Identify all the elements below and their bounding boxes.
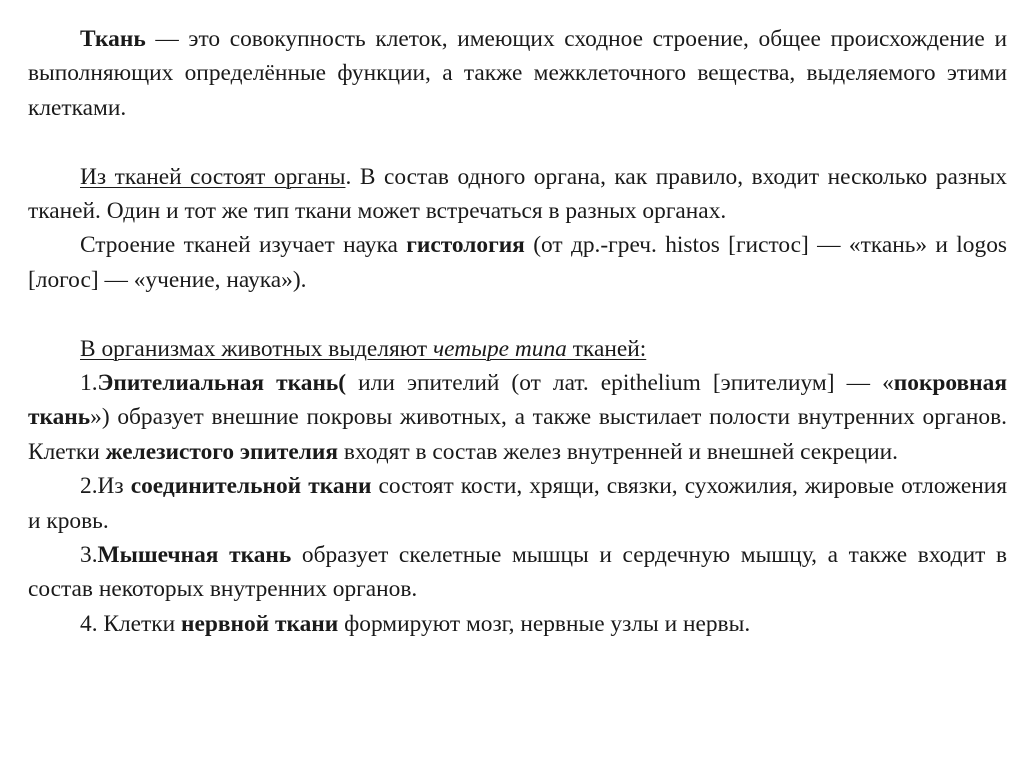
item-text: формируют мозг, нервные узлы и нервы. bbox=[338, 610, 751, 637]
list-item-nervous bbox=[28, 607, 1007, 641]
term-histology: гистология bbox=[406, 232, 525, 259]
organs-underlined-phrase: Из тканей состоят органы bbox=[80, 163, 346, 190]
paragraph-gap bbox=[28, 125, 1007, 159]
types-intro-paragraph bbox=[28, 332, 1007, 366]
item-text: входят в состав желез внутренней и внешней секреции. bbox=[338, 438, 898, 465]
item-text: ») образует внешние покровы животных, а также выстилает полости внутренних органов. Клетки bbox=[28, 404, 1007, 465]
term-covering-tissue: покровная ткань bbox=[28, 370, 1007, 431]
item-prefix: 1. bbox=[80, 370, 98, 397]
types-intro-underlined bbox=[80, 336, 646, 362]
term-tissue: Ткань bbox=[80, 26, 146, 52]
definition-text: — это совокупность клеток, имеющих сходное строение, общее происхождение и выполняющих определённые функции, а также межклеточного вещества, выделяемого этими клетками. bbox=[28, 26, 1007, 121]
types-intro-part2: тканей: bbox=[566, 335, 647, 362]
item-prefix: 2.Из bbox=[80, 473, 131, 500]
histology-text-after: (от др.-греч. histos [гистос] — «ткань» и logos [логос] — «учение, наука»). bbox=[28, 232, 1007, 293]
histology-paragraph bbox=[28, 228, 1007, 297]
list-item-epithelial bbox=[28, 366, 1007, 469]
term-nervous-tissue: нервной ткани bbox=[181, 610, 339, 637]
definition-paragraph bbox=[28, 22, 1007, 125]
histology-text-before: Строение тканей изучает наука bbox=[80, 232, 407, 259]
types-intro-part1: В организмах животных выделяют bbox=[80, 335, 433, 362]
list-item-muscle bbox=[28, 538, 1007, 607]
types-intro-italic: четыре типа bbox=[432, 335, 567, 362]
item-prefix: 3. bbox=[80, 542, 98, 569]
item-text: образует скелетные мышцы и сердечную мышцу, а также входит в состав некоторых внутренних органов. bbox=[28, 542, 1007, 603]
document-page bbox=[28, 22, 1007, 641]
item-prefix: 4. Клетки bbox=[80, 610, 181, 637]
item-text: или эпителий (от лат. epithelium [эпителиум] — « bbox=[346, 370, 894, 397]
term-muscle-tissue: Мышечная ткань bbox=[97, 542, 292, 569]
paragraph-gap bbox=[28, 297, 1007, 331]
item-text: состоят кости, хрящи, связки, сухожилия, жировые отложения и кровь. bbox=[28, 473, 1007, 534]
list-item-connective bbox=[28, 469, 1007, 538]
organs-paragraph bbox=[28, 160, 1007, 229]
term-connective-tissue: соединительной ткани bbox=[130, 473, 372, 500]
term-epithelial-tissue: Эпителиальная ткань( bbox=[97, 370, 347, 397]
term-glandular-epithelium: железистого эпителия bbox=[105, 438, 339, 465]
organs-text: . В состав одного органа, как правило, входит несколько разных тканей. Один и тот же тип ткани может встречаться в разных органах. bbox=[28, 163, 1007, 225]
